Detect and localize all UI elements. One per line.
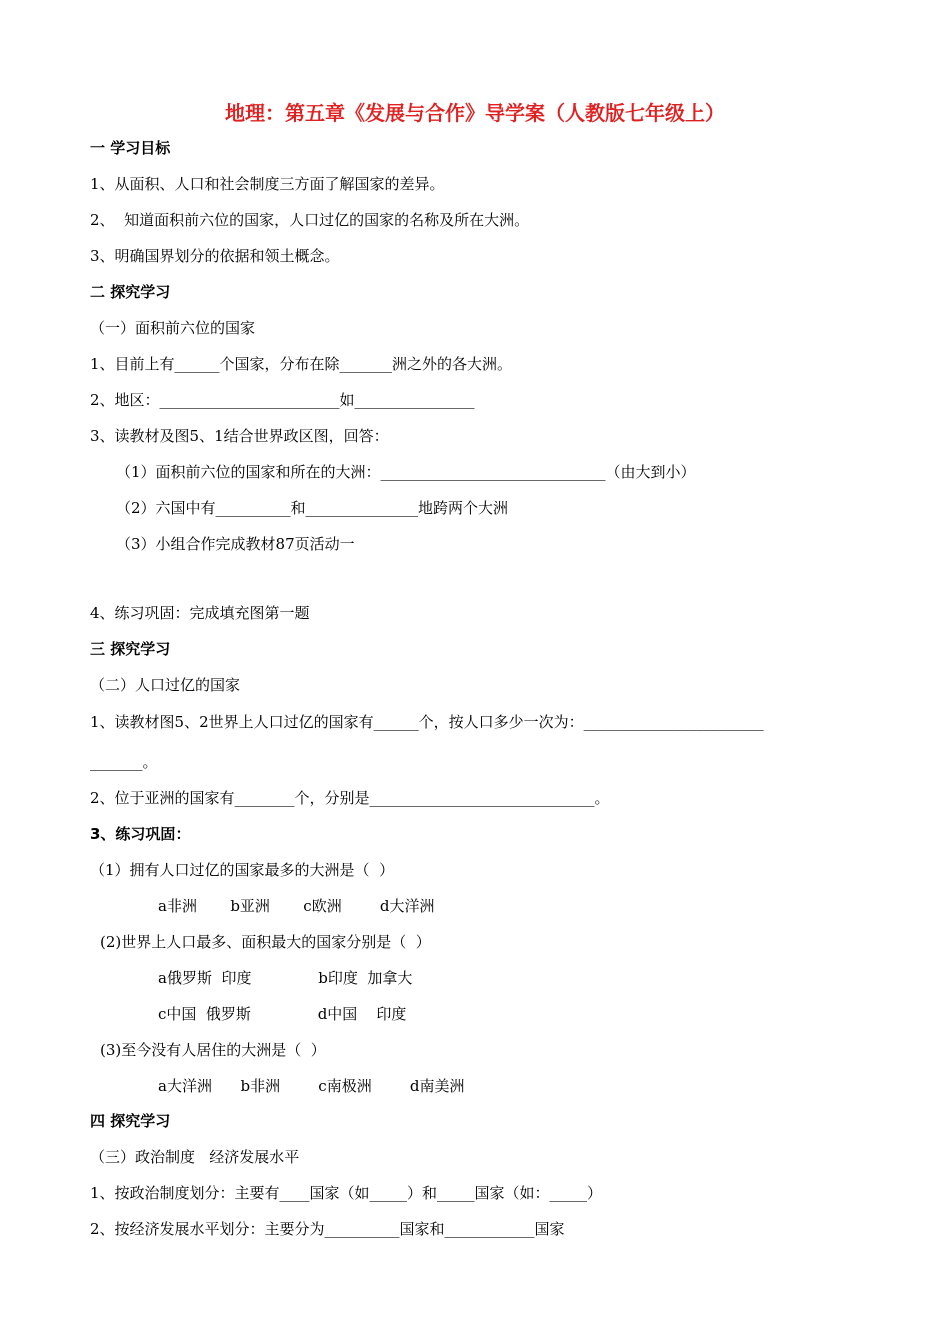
objective-item: 3、明确国界划分的依据和领土概念。 [90,247,340,265]
question-line: 2、按经济发展水平划分：主要分为__________国家和____________国家 [90,1220,565,1238]
subsection-heading: （一）面积前六位的国家 [90,319,256,337]
question-line: (2)世界上人口最多、面积最大的国家分别是（ ） [100,933,431,951]
page-title: 地理：第五章《发展与合作》导学案（人教版七年级上） [225,101,725,125]
question-line: (3)至今没有人居住的大洲是（ ） [100,1041,326,1059]
question-line: 3、读教材及图5、1结合世界政区图，回答： [90,427,389,445]
answer-options: a非洲 b亚洲 c欧洲 d大洋洲 [158,897,435,915]
section-heading: 三 探究学习 [90,640,171,658]
question-line: （3）小组合作完成教材87页活动一 [116,535,355,553]
objective-item: 2、 知道面积前六位的国家，人口过亿的国家的名称及所在大洲。 [90,211,530,229]
section-heading: 二 探究学习 [90,283,171,301]
subsection-heading: （三）政治制度 经济发展水平 [90,1148,300,1166]
section-heading: 一 学习目标 [90,139,171,157]
answer-options: a俄罗斯 印度 b印度 加拿大 [158,969,413,987]
answer-options: c中国 俄罗斯 d中国 印度 [158,1005,407,1023]
question-line: 3、练习巩固： [90,825,191,843]
question-line: 2、位于亚洲的国家有________个，分别是______________________________。 [90,789,610,807]
objective-item: 1、从面积、人口和社会制度三方面了解国家的差异。 [90,175,445,193]
question-line: 4、练习巩固：完成填充图第一题 [90,604,310,622]
question-line: （1）面积前六位的国家和所在的大洲：______________________________（由大到小） [116,463,696,481]
question-line: 1、按政治制度划分：主要有____国家（如_____）和_____国家（如：_____） [90,1184,603,1202]
answer-options: a大洋洲 b非洲 c南极洲 d南美洲 [158,1077,465,1095]
section-heading: 四 探究学习 [90,1112,171,1130]
question-line: 2、地区：________________________如________________ [90,391,475,409]
question-line: （1）拥有人口过亿的国家最多的大洲是（ ） [90,861,395,879]
question-line: 1、读教材图5、2世界上人口过亿的国家有______个，按人口多少一次为：________________________ [90,713,764,731]
question-line: 1、目前上有______个国家，分布在除_______洲之外的各大洲。 [90,355,513,373]
question-line: _______。 [90,753,158,771]
question-line: （2）六国中有__________和_______________地跨两个大洲 [116,499,509,517]
subsection-heading: （二）人口过亿的国家 [90,676,241,694]
